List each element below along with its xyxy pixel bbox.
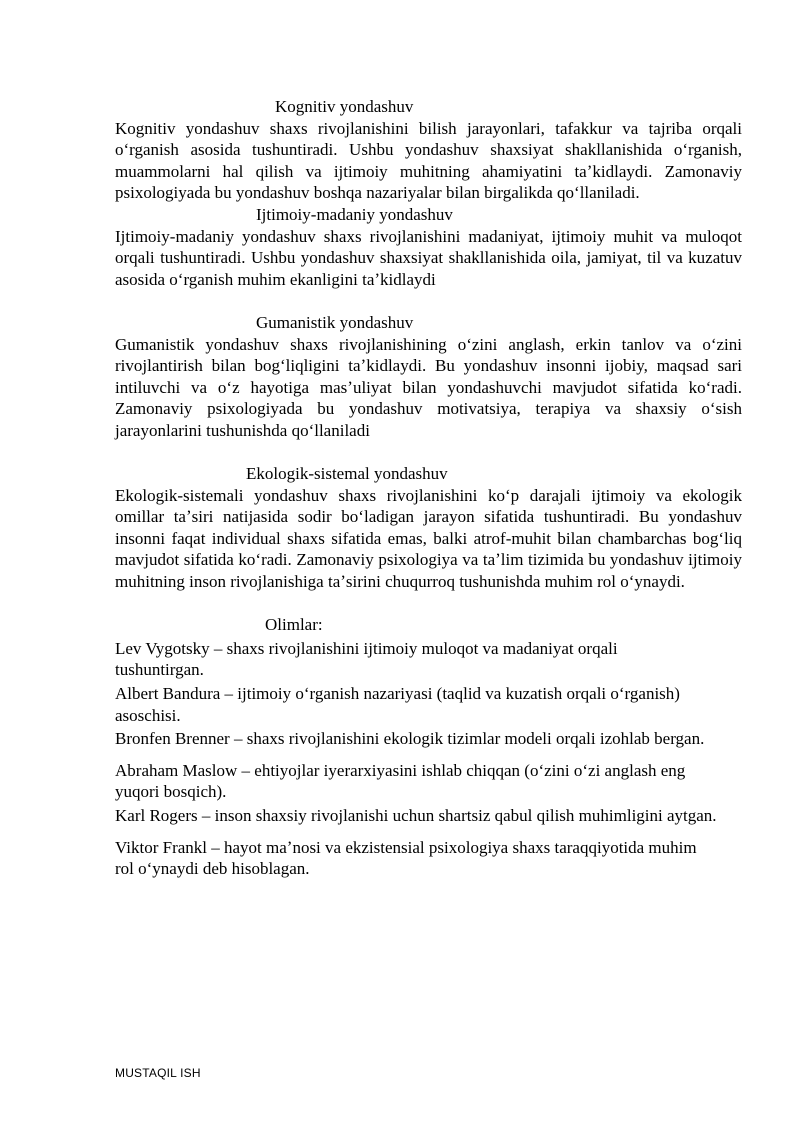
- section-heading-ekologik-sistemal: Ekologik-sistemal yondashuv: [246, 464, 448, 484]
- scholar-item-bronfenbrenner: Bronfen Brenner – shaxs rivojlanishini ekologik tizimlar modeli orqali izohlab bergan.: [115, 729, 705, 749]
- section-text-gumanistik: Gumanistik yondashuv shaxs rivojlanishining oʻzini anglash, erkin tanlov va oʻzini rivojlantirish bilan bogʻliqligini taʼkidlaydi. Bu yondashuv insonni ijobiy, maqsad sari intiluvchi va oʻz hayotiga masʼuliyat bilan yondashuvchi mavjudot sifatida koʻradi. Zamonaviy psixologiyada bu yondashuv motivatsiya, terapiya va shaxsiy oʻsish jarayonlarini tushunishda qoʻllaniladi: [115, 334, 742, 440]
- section-text-kognitiv: Kognitiv yondashuv shaxs rivojlanishini bilish jarayonlari, tafakkur va tajriba orqali oʻrganish asosida tushuntiradi. Ushbu yondashuv shaxsiyat shakllanishida oʻrganish, muammolarni hal qilish va ijtimoiy muhitning ahamiyatini taʼkidlaydi. Zamonaviy psixologiyada bu yondashuv boshqa nazariyalar bilan birgalikda qoʻllaniladi.: [115, 118, 742, 203]
- scholar-item-maslow: Abraham Maslow – ehtiyojlar iyerarxiyasini ishlab chiqqan (oʻzini oʻzi anglash eng yuqori bosqich).: [115, 760, 686, 802]
- scholars-heading: Olimlar:: [265, 615, 323, 635]
- section-heading-gumanistik: Gumanistik yondashuv: [256, 312, 414, 332]
- document-body: [115, 96, 742, 880]
- scholar-item-rogers: Karl Rogers – inson shaxsiy rivojlanishi uchun shartsiz qabul qilish muhimligini aytgan.: [115, 806, 717, 825]
- scholar-item-frankl: Viktor Frankl – hayot maʼnosi va ekzistensial psixologiya shaxs taraqqiyotida muhim rol oʻynaydi deb hisoblagan.: [115, 837, 697, 879]
- scholar-item-vygotsky: Lev Vygotsky – shaxs rivojlanishini ijtimoiy muloqot va madaniyat orqali tushuntirgan.: [115, 638, 618, 680]
- blank-line: [115, 442, 742, 464]
- blank-line: [115, 290, 742, 312]
- page-footer: MUSTAQIL ISH: [115, 1066, 201, 1080]
- section-heading-ijtimoiy-madaniy: Ijtimoiy-madaniy yondashuv: [256, 204, 453, 224]
- section-text-ijtimoiy-madaniy: Ijtimoiy-madaniy yondashuv shaxs rivojlanishini madaniyat, ijtimoiy muhit va muloqot orqali tushuntiradi. Ushbu yondashuv shaxsiyat shakllanishida oila, jamiyat, til va kuzatuv asosida oʻrganish muhim ekanligini taʼkidlaydi: [115, 226, 742, 289]
- scholar-item-bandura: Albert Bandura – ijtimoiy oʻrganish nazariyasi (taqlid va kuzatish orqali oʻrganish) asoschisi.: [115, 684, 680, 725]
- blank-line: [115, 593, 742, 615]
- section-text-ekologik-sistemal: Ekologik-sistemali yondashuv shaxs rivojlanishini koʻp darajali ijtimoiy va ekologik omillar taʼsiri natijasida sodir boʻladigan jarayon sifatida tushuntiradi. Bu yondashuv insonni faqat individual shaxs sifatida emas, balki atrof-muhit bilan chambarchas bogʻliq mavjudot sifatida koʻradi. Zamonaviy psixologiya va taʼlim tizimida bu yondashuv ijtimoiy muhitning inson rivojlanishiga taʼsirini chuqurroq tushunishda muhim rol oʻynaydi.: [115, 485, 742, 592]
- section-heading-kognitiv: Kognitiv yondashuv: [275, 97, 414, 116]
